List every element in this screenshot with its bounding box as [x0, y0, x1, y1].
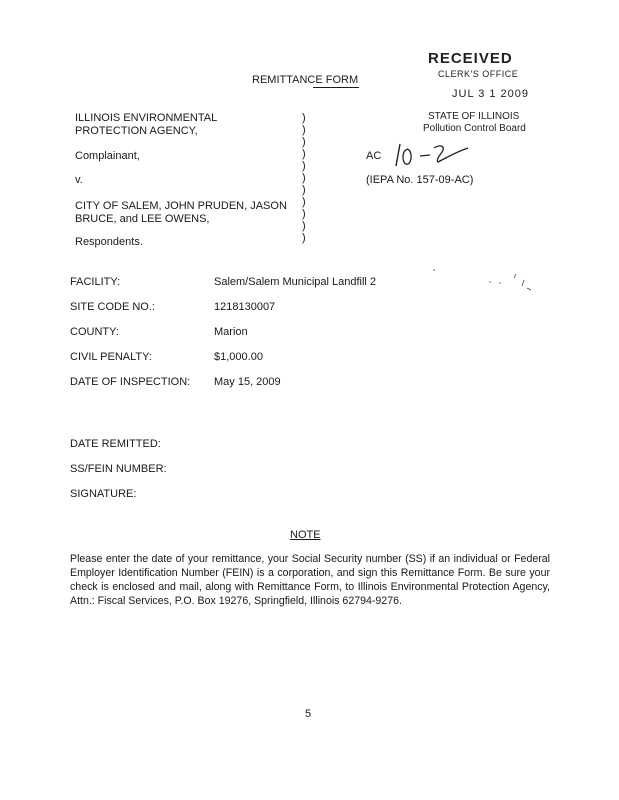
received-stamp-state: STATE OF ILLINOIS: [428, 111, 520, 122]
respondent-label: Respondents.: [75, 236, 143, 248]
page-number: 5: [305, 708, 312, 720]
iepa-number: (IEPA No. 157-09-AC): [366, 174, 474, 186]
caption-paren: ): [302, 220, 306, 232]
complainant-name-line1: ILLINOIS ENVIRONMENTAL: [75, 112, 218, 124]
site-code-value: 1218130007: [214, 301, 276, 313]
inspection-date-value: May 15, 2009: [214, 376, 281, 388]
civil-penalty-label: CIVIL PENALTY:: [70, 351, 152, 363]
note-body: Please enter the date of your remittance, your Social Security number (SS) if an individual or Federal Employer Identification Number (FEIN) is a corporation, and sign this Remittance Form. Be sure your check is enclosed and mail, along with Remittance Form, to Illinois Environmental Protection Agency, Attn.: Fiscal Services, P.O. Box 19276, Springfield, Illinois 62794-9276.: [70, 553, 550, 607]
site-code-label: SITE CODE NO.:: [70, 301, 155, 313]
caption-paren: ): [302, 124, 306, 136]
title-underline: [313, 87, 359, 88]
facility-label: FACILITY:: [70, 276, 121, 288]
civil-penalty-value: $1,000.00: [214, 351, 263, 363]
versus-label: v.: [75, 174, 83, 186]
caption-paren: ): [302, 208, 306, 220]
caption-paren: ): [302, 184, 306, 196]
received-stamp-date: JUL 3 1 2009: [452, 88, 530, 100]
caption-paren: ): [302, 148, 306, 160]
caption-paren: ): [302, 160, 306, 172]
respondent-names-line2: BRUCE, and LEE OWENS,: [75, 213, 210, 225]
facility-value: Salem/Salem Municipal Landfill 2: [214, 276, 377, 288]
caption-paren: ): [302, 196, 306, 208]
date-remitted-label: DATE REMITTED:: [70, 438, 161, 450]
inspection-date-label: DATE OF INSPECTION:: [70, 376, 191, 388]
received-stamp-board: Pollution Control Board: [423, 123, 526, 134]
county-label: COUNTY:: [70, 326, 119, 338]
received-stamp-clerks-office: CLERK'S OFFICE: [438, 69, 519, 79]
ss-fein-number-label: SS/FEIN NUMBER:: [70, 463, 167, 475]
note-heading: NOTE: [290, 529, 321, 541]
handwritten-case-number: [392, 138, 472, 170]
county-value: Marion: [214, 326, 248, 338]
received-stamp-title: RECEIVED: [428, 50, 513, 67]
complainant-name-line2: PROTECTION AGENCY,: [75, 125, 198, 137]
caption-paren: ): [302, 136, 306, 148]
page-title: REMITTANCE FORM: [252, 74, 359, 86]
complainant-label: Complainant,: [75, 150, 140, 162]
caption-paren: ): [302, 172, 306, 184]
caption-paren: ): [302, 112, 306, 124]
scan-speckle-mark: [430, 266, 550, 296]
signature-label: SIGNATURE:: [70, 488, 137, 500]
respondent-names-line1: CITY OF SALEM, JOHN PRUDEN, JASON: [75, 200, 287, 212]
caption-paren: ): [302, 232, 306, 244]
ac-label: AC: [366, 150, 382, 162]
